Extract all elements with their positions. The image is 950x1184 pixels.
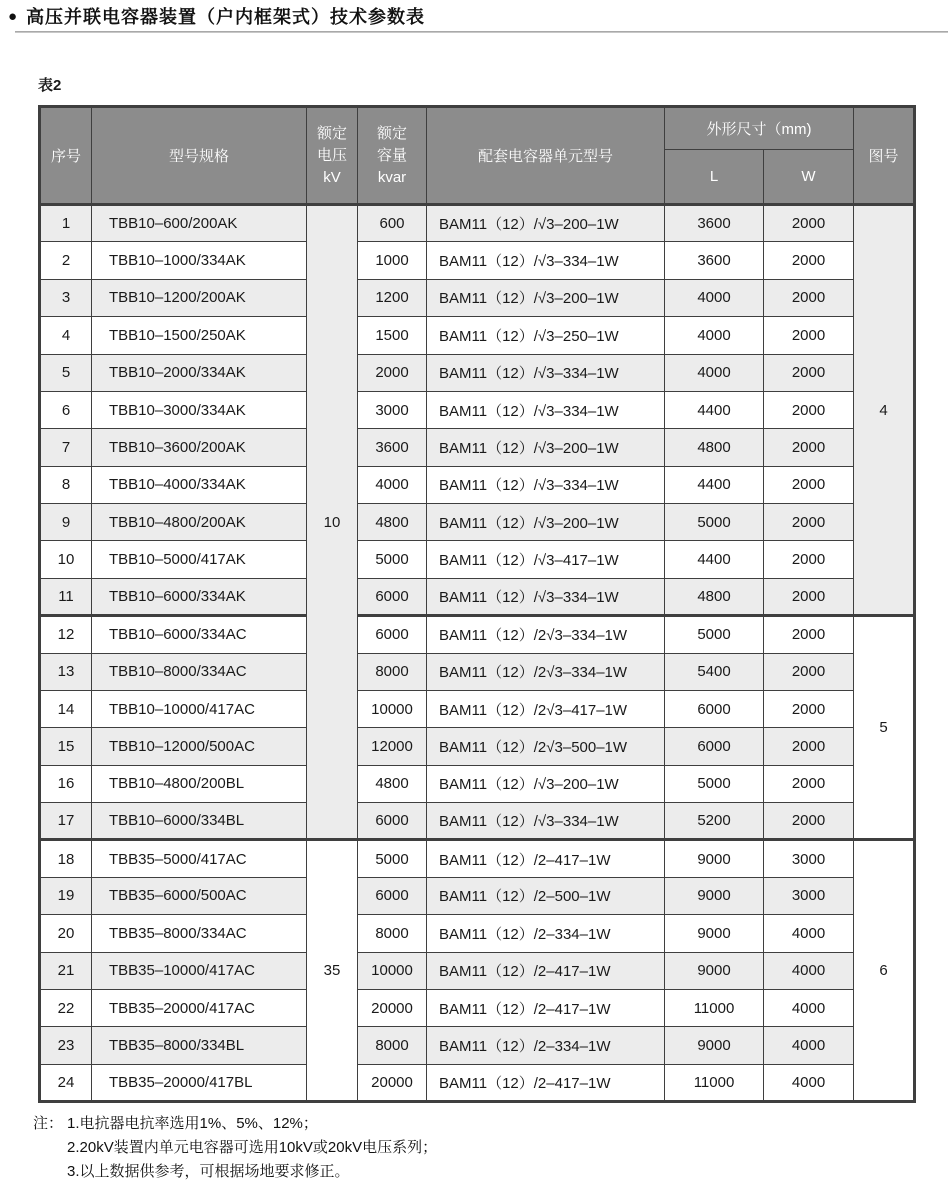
cell-length: 4800 [665,578,764,615]
cell-capacity: 600 [358,205,427,242]
cell-unit-model: BAM11（12）/√3–200–1W [427,205,665,242]
cell-length: 5400 [665,653,764,690]
cell-width: 2000 [764,205,854,242]
cell-unit-model: BAM11（12）/2√3–334–1W [427,653,665,690]
col-header-unit-model: 配套电容器单元型号 [427,107,665,205]
table-row [40,317,915,354]
cell-width: 2000 [764,242,854,279]
cell-capacity: 3000 [358,391,427,428]
cell-width: 2000 [764,391,854,428]
cell-model: TBB10–6000/334AK [92,578,307,615]
cell-seq: 6 [40,391,92,428]
cell-width: 2000 [764,504,854,541]
cell-width: 4000 [764,915,854,952]
cell-length: 11000 [665,989,764,1026]
cell-length: 3600 [665,205,764,242]
cell-unit-model: BAM11（12）/√3–334–1W [427,242,665,279]
cell-seq: 7 [40,429,92,466]
cell-seq: 23 [40,1027,92,1064]
notes-label: 注： [33,1115,64,1132]
cell-seq: 16 [40,765,92,802]
table-row [40,354,915,391]
cell-length: 9000 [665,1027,764,1064]
cell-model: TBB10–5000/417AK [92,541,307,578]
col-header-length: L [665,150,764,205]
cell-length: 11000 [665,1064,764,1101]
cell-length: 5000 [665,504,764,541]
cell-width: 2000 [764,616,854,653]
cell-length: 5000 [665,616,764,653]
cell-seq: 13 [40,653,92,690]
cell-capacity: 8000 [358,915,427,952]
table-row [40,765,915,802]
cell-model: TBB35–10000/417AC [92,952,307,989]
cell-capacity: 5000 [358,541,427,578]
cell-seq: 4 [40,317,92,354]
col-header-width: W [764,150,854,205]
cell-seq: 8 [40,466,92,503]
bullet-icon: ● [8,7,18,25]
cell-model: TBB10–3000/334AK [92,391,307,428]
col-header-seq: 序号 [40,107,92,205]
cell-length: 4400 [665,466,764,503]
cell-model: TBB10–3600/200AK [92,429,307,466]
note-text: 1.电抗器电抗率选用1%、5%、12%； [67,1115,318,1132]
cell-seq: 19 [40,877,92,914]
note-item [33,1136,437,1160]
col-header-dimensions: 外形尺寸（mm) [665,107,854,150]
cell-length: 9000 [665,915,764,952]
cell-width: 2000 [764,466,854,503]
table-row [40,728,915,765]
cell-model: TBB10–10000/417AC [92,690,307,727]
cell-capacity: 6000 [358,803,427,840]
cell-model: TBB35–5000/417AC [92,840,307,877]
cell-model: TBB10–1500/250AK [92,317,307,354]
cell-width: 2000 [764,728,854,765]
cell-width: 2000 [764,354,854,391]
table-row [40,653,915,690]
table-row [40,989,915,1026]
cell-width: 4000 [764,1027,854,1064]
cell-model: TBB10–4000/334AK [92,466,307,503]
cell-unit-model: BAM11（12）/√3–334–1W [427,578,665,615]
col-header-model: 型号规格 [92,107,307,205]
cell-voltage: 10 [307,205,358,840]
cell-unit-model: BAM11（12）/2–417–1W [427,840,665,877]
table-row [40,840,915,877]
cell-seq: 1 [40,205,92,242]
cell-capacity: 6000 [358,616,427,653]
cell-width: 2000 [764,429,854,466]
cell-seq: 21 [40,952,92,989]
table-row [40,205,915,242]
cell-model: TBB35–6000/500AC [92,877,307,914]
cell-unit-model: BAM11（12）/2–417–1W [427,989,665,1026]
cell-length: 9000 [665,877,764,914]
table-row [40,504,915,541]
cell-model: TBB10–6000/334AC [92,616,307,653]
cell-seq: 17 [40,803,92,840]
cell-figure: 4 [854,205,915,616]
cell-model: TBB10–4800/200BL [92,765,307,802]
notes [33,1112,437,1184]
cell-model: TBB35–8000/334BL [92,1027,307,1064]
table-row [40,541,915,578]
cell-width: 4000 [764,952,854,989]
table-row [40,279,915,316]
cell-capacity: 1000 [358,242,427,279]
cell-width: 2000 [764,653,854,690]
table-row [40,1027,915,1064]
table-row [40,616,915,653]
table-row [40,242,915,279]
cell-seq: 9 [40,504,92,541]
parameters-table [38,105,916,1103]
cell-unit-model: BAM11（12）/√3–334–1W [427,466,665,503]
cell-model: TBB10–4800/200AK [92,504,307,541]
cell-capacity: 6000 [358,877,427,914]
table-body [40,205,915,1102]
cell-length: 4400 [665,541,764,578]
cell-seq: 12 [40,616,92,653]
cell-seq: 18 [40,840,92,877]
cell-width: 2000 [764,690,854,727]
cell-unit-model: BAM11（12）/2√3–417–1W [427,690,665,727]
table-row [40,690,915,727]
cell-seq: 5 [40,354,92,391]
note-item [33,1160,437,1184]
cell-length: 3600 [665,242,764,279]
cell-unit-model: BAM11（12）/2√3–334–1W [427,616,665,653]
table-row [40,466,915,503]
cell-unit-model: BAM11（12）/√3–200–1W [427,429,665,466]
cell-width: 3000 [764,877,854,914]
cell-unit-model: BAM11（12）/√3–334–1W [427,803,665,840]
cell-seq: 20 [40,915,92,952]
cell-capacity: 1500 [358,317,427,354]
table-row [40,952,915,989]
cell-length: 4800 [665,429,764,466]
cell-unit-model: BAM11（12）/2√3–500–1W [427,728,665,765]
cell-capacity: 12000 [358,728,427,765]
cell-capacity: 10000 [358,690,427,727]
cell-seq: 2 [40,242,92,279]
cell-model: TBB10–600/200AK [92,205,307,242]
cell-unit-model: BAM11（12）/√3–334–1W [427,391,665,428]
cell-unit-model: BAM11（12）/2–500–1W [427,877,665,914]
cell-length: 4000 [665,317,764,354]
table-row [40,578,915,615]
cell-capacity: 20000 [358,1064,427,1101]
page-header [8,3,425,29]
cell-figure: 5 [854,616,915,840]
cell-width: 2000 [764,279,854,316]
cell-capacity: 1200 [358,279,427,316]
table-label: 表2 [38,77,62,94]
cell-unit-model: BAM11（12）/2–417–1W [427,952,665,989]
cell-capacity: 20000 [358,989,427,1026]
col-header-figure: 图号 [854,107,915,205]
cell-width: 4000 [764,1064,854,1101]
cell-capacity: 8000 [358,1027,427,1064]
cell-length: 5000 [665,765,764,802]
cell-capacity: 5000 [358,840,427,877]
table-row [40,877,915,914]
page-title: 高压并联电容器装置（户内框架式）技术参数表 [26,7,426,27]
cell-model: TBB10–1000/334AK [92,242,307,279]
cell-capacity: 3600 [358,429,427,466]
note-item [33,1112,437,1136]
cell-seq: 11 [40,578,92,615]
note-text: 2.20kV装置内单元电容器可选用10kV或20kV电压系列； [67,1139,438,1156]
cell-width: 4000 [764,989,854,1026]
cell-seq: 3 [40,279,92,316]
cell-seq: 24 [40,1064,92,1101]
table-row [40,429,915,466]
cell-capacity: 10000 [358,952,427,989]
cell-length: 4400 [665,391,764,428]
cell-model: TBB35–20000/417BL [92,1064,307,1101]
cell-length: 6000 [665,690,764,727]
cell-capacity: 2000 [358,354,427,391]
cell-model: TBB10–6000/334BL [92,803,307,840]
cell-unit-model: BAM11（12）/2–334–1W [427,1027,665,1064]
cell-length: 9000 [665,952,764,989]
cell-model: TBB10–8000/334AC [92,653,307,690]
table-row [40,1064,915,1101]
cell-capacity: 8000 [358,653,427,690]
cell-unit-model: BAM11（12）/2–417–1W [427,1064,665,1101]
col-header-voltage: 额定 电压 kV [307,107,358,205]
cell-width: 2000 [764,578,854,615]
cell-width: 2000 [764,803,854,840]
cell-capacity: 4000 [358,466,427,503]
cell-length: 5200 [665,803,764,840]
cell-length: 6000 [665,728,764,765]
cell-length: 4000 [665,279,764,316]
cell-seq: 10 [40,541,92,578]
cell-unit-model: BAM11（12）/√3–250–1W [427,317,665,354]
cell-model: TBB35–8000/334AC [92,915,307,952]
col-header-capacity: 额定 容量 kvar [358,107,427,205]
cell-voltage: 35 [307,840,358,1102]
cell-width: 3000 [764,840,854,877]
cell-seq: 22 [40,989,92,1026]
table-row [40,803,915,840]
note-text: 3.以上数据供参考，可根据场地要求修正。 [67,1163,350,1180]
cell-capacity: 4800 [358,765,427,802]
cell-capacity: 6000 [358,578,427,615]
table-row [40,915,915,952]
cell-figure: 6 [854,840,915,1102]
cell-width: 2000 [764,317,854,354]
table-row [40,391,915,428]
cell-width: 2000 [764,541,854,578]
cell-model: TBB10–12000/500AC [92,728,307,765]
cell-unit-model: BAM11（12）/√3–334–1W [427,354,665,391]
cell-length: 4000 [665,354,764,391]
cell-unit-model: BAM11（12）/√3–200–1W [427,279,665,316]
cell-model: TBB35–20000/417AC [92,989,307,1026]
cell-seq: 15 [40,728,92,765]
cell-model: TBB10–2000/334AK [92,354,307,391]
cell-length: 9000 [665,840,764,877]
cell-capacity: 4800 [358,504,427,541]
cell-unit-model: BAM11（12）/2–334–1W [427,915,665,952]
cell-model: TBB10–1200/200AK [92,279,307,316]
cell-unit-model: BAM11（12）/√3–200–1W [427,504,665,541]
cell-seq: 14 [40,690,92,727]
cell-unit-model: BAM11（12）/√3–200–1W [427,765,665,802]
cell-unit-model: BAM11（12）/√3–417–1W [427,541,665,578]
cell-width: 2000 [764,765,854,802]
title-divider [15,31,948,33]
